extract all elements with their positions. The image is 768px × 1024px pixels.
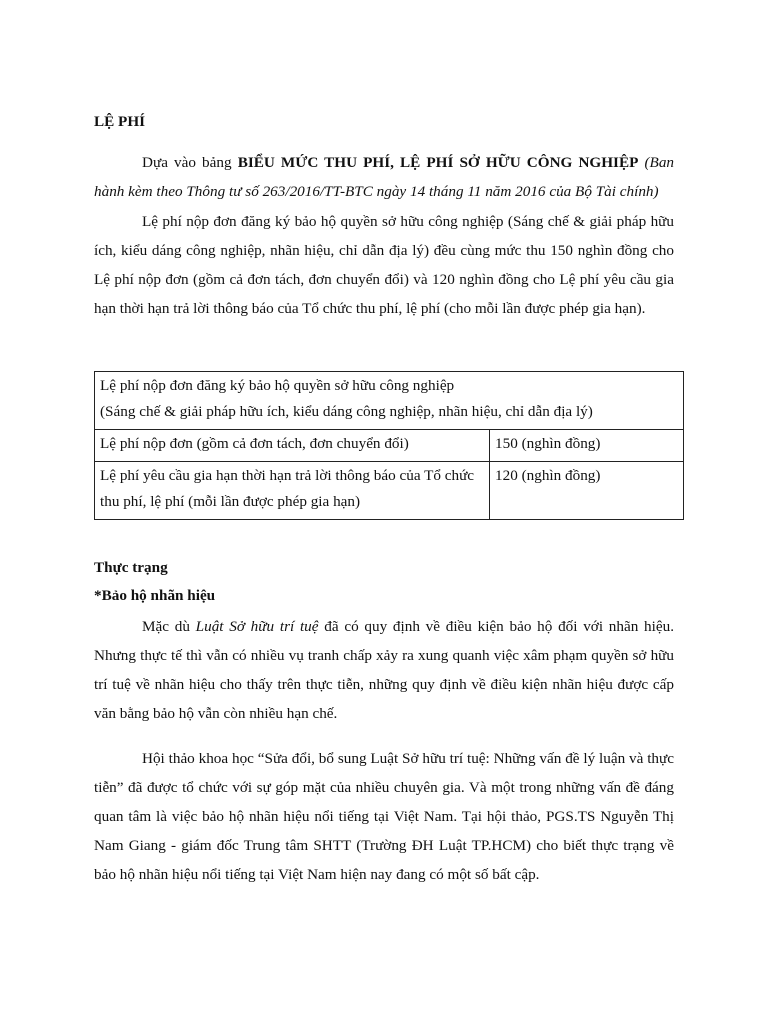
intro-paragraph [94,148,674,206]
paragraph-rest: đã có quy định về điều kiện bảo hộ đối với nhãn hiệu. Nhưng thực tế thì vẫn có nhiều vụ tranh chấp xảy ra xung quanh việc xâm phạm quyền sở hữu trí tuệ về nhãn hiệu cho thấy trên thực tiễn, những quy định về điều kiện nhãn hiệu được cấp văn bằng bảo hộ vẫn còn nhiều hạn chế. [94,618,674,722]
fee-label-cell: Lệ phí nộp đơn (gồm cả đơn tách, đơn chuyển đổi) [95,430,490,462]
trademark-paragraph [94,612,674,728]
section-title-thuc-trang: Thực trạng [94,559,168,576]
fee-table-header-row [95,372,684,430]
intro-bold-title: BIỂU MỨC THU PHÍ, LỆ PHÍ SỞ HỮU CÔNG NGHIỆP [237,154,639,171]
intro-italic-note: (Ban hành kèm theo Thông tư số 263/2016/TT-BTC ngày 14 tháng 11 năm 2016 của Bộ Tài chính) [94,154,675,200]
fee-value-cell: 150 (nghìn đồng) [490,430,684,462]
fee-value-cell: 120 (nghìn đồng) [490,462,684,520]
fee-summary-paragraph: Lệ phí nộp đơn đăng ký bảo hộ quyền sở hữu công nghiệp (Sáng chế & giải pháp hữu ích, kiểu dáng công nghiệp, nhãn hiệu, chỉ dẫn địa lý) đều cùng mức thu 150 nghìn đồng cho Lệ phí nộp đơn (gồm cả đơn tách, đơn chuyển đổi) và 120 nghìn đồng cho Lệ phí yêu cầu gia hạn thời hạn trả lời thông báo của Tổ chức thu phí, lệ phí (cho mỗi lần được phép gia hạn). [94,213,674,317]
conference-paragraph: Hội thảo khoa học “Sửa đổi, bổ sung Luật Sở hữu trí tuệ: Những vấn đề lý luận và thực tiễn” đã được tổ chức với sự góp mặt của nhiều chuyên gia. Và một trong những vấn đề đáng quan tâm là việc bảo hộ nhãn hiệu nổi tiếng tại Việt Nam. Tại hội thảo, PGS.TS Nguyễn Thị Nam Giang - giám đốc Trung tâm SHTT (Trường ĐH Luật TP.HCM) cho biết thực trạng về bảo hộ nhãn hiệu nổi tiếng tại Việt Nam hiện nay đang có một số bất cập. [94,750,674,883]
section-title-le-phi: LỆ PHÍ [94,113,146,130]
fee-table [94,371,684,520]
fee-table-header-line-1: Lệ phí nộp đơn đăng ký bảo hộ quyền sở hữu công nghiệp [100,377,455,394]
fee-table-header-cell [95,372,684,430]
intro-lead: Dựa vào bảng [142,154,238,171]
subsection-title-bao-ho-nhan-hieu: *Bảo hộ nhãn hiệu [94,587,216,604]
law-name-italic: Luật Sở hữu trí tuệ [195,618,319,635]
fee-table-header-line-2: (Sáng chế & giải pháp hữu ích, kiểu dáng công nghiệp, nhãn hiệu, chỉ dẫn địa lý) [100,403,593,420]
paragraph-lead: Mặc dù [142,618,196,635]
table-row [95,430,684,462]
fee-label-cell: Lệ phí yêu cầu gia hạn thời hạn trả lời thông báo của Tổ chức thu phí, lệ phí (mỗi lần được phép gia hạn) [95,462,490,520]
document-body [94,110,674,889]
table-row [95,462,684,520]
